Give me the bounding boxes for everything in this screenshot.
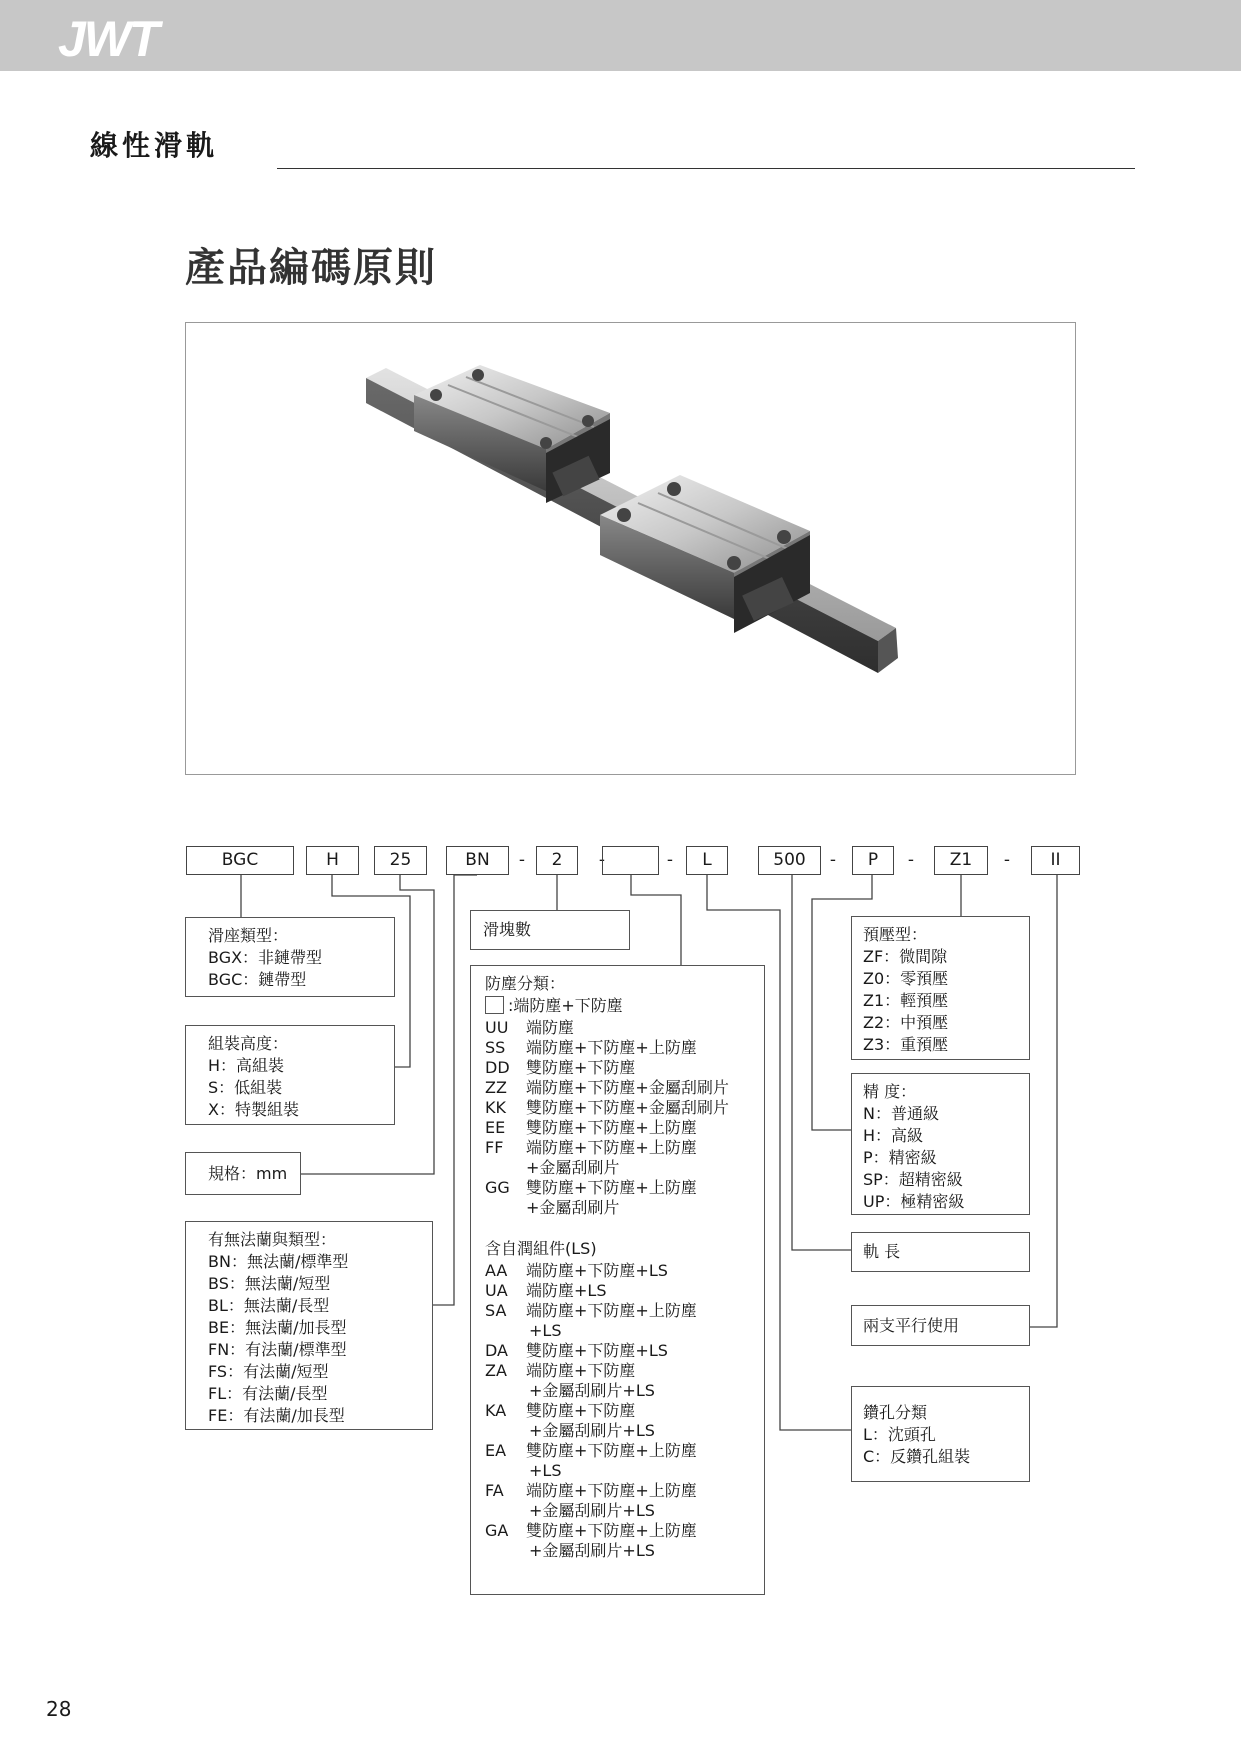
code-box-rail-length: 500 [758,846,821,875]
code-box-size: 25 [374,846,427,875]
code-box-height: H [306,846,359,875]
flange-type-box: 有無法蘭與類型： BN：無法蘭/標準型 BS：無法蘭/短型 BL：無法蘭/長型 BE：無法蘭/加長型 FN：有法蘭/標準型 FS：有法蘭/短型 FL：有法蘭/長型 FE：有法蘭/加長型 [185,1221,433,1430]
slider-type-box: 滑座類型： BGX：非鏈帶型 BGC：鏈帶型 [185,917,395,997]
parallel-use-box: 兩支平行使用 [851,1305,1030,1346]
preload-box: 預壓型： ZF：微間隙 Z0：零預壓 Z1：輕預壓 Z2：中預壓 Z3：重預壓 [851,916,1030,1060]
page-heading: 產品編碼原則 [185,245,437,291]
code-separator: - [518,850,526,870]
blank-code-square [485,996,504,1014]
code-box-accuracy: P [852,846,894,875]
code-box-preload: Z1 [934,846,988,875]
block-count-box: 滑塊數 [470,910,630,950]
code-separator: - [829,850,837,870]
code-separator: - [907,850,915,870]
dust-protection-box: 防塵分類： :端防塵+下防塵 UU 端防塵 SS 端防塵+下防塵+上防塵 DD 雙防塵+下防塵 ZZ 端防塵+下防塵+金屬刮刷片 KK 雙防塵+下防塵+金屬刮刷片 EE 雙防塵+下防塵+上防塵 FF 端防塵+下防塵+上防塵 +金屬刮刷片 GG 雙防塵+下防塵+上防塵 +金屬刮刷片 含自潤組件(LS) AA 端防塵+下防塵+LS UA 端防塵+LS SA 端防塵+下防塵+上防塵 +LS DA 雙防塵+下防塵+LS ZA 端防塵+下防塵 +金屬刮刷片+LS KA 雙防塵+下防塵 +金屬刮刷片+LS EA 雙防塵+下防塵+上防塵 +LS FA 端防塵+下防塵+上防塵 +金屬刮刷片+LS GA 雙防塵+下防塵+上防塵 +金屬刮刷片+LS [470,965,765,1595]
section-title: 線性滑軌 [90,129,219,162]
jwt-logo: JWT [58,11,158,67]
spec-box: 規格：mm [185,1152,301,1195]
code-box-drill: L [686,846,728,875]
code-box-series: BGC [186,846,294,875]
code-box-flange: BN [446,846,509,875]
code-separator: - [598,850,606,870]
page-number: 28 [46,1697,72,1721]
drill-type-box: 鑽孔分類 L：沈頭孔 C：反鑽孔組裝 [851,1386,1030,1482]
code-box-block-count: 2 [536,846,578,875]
code-separator: - [1003,850,1011,870]
code-separator: - [666,850,674,870]
code-box-parallel: II [1031,846,1080,875]
rail-length-box: 軌 長 [851,1232,1030,1272]
accuracy-box: 精 度： N：普通級 H：高級 P：精密級 SP：超精密級 UP：極精密級 [851,1073,1030,1215]
assembly-height-box: 組裝高度： H：高組裝 S：低組裝 X：特製組裝 [185,1025,395,1125]
